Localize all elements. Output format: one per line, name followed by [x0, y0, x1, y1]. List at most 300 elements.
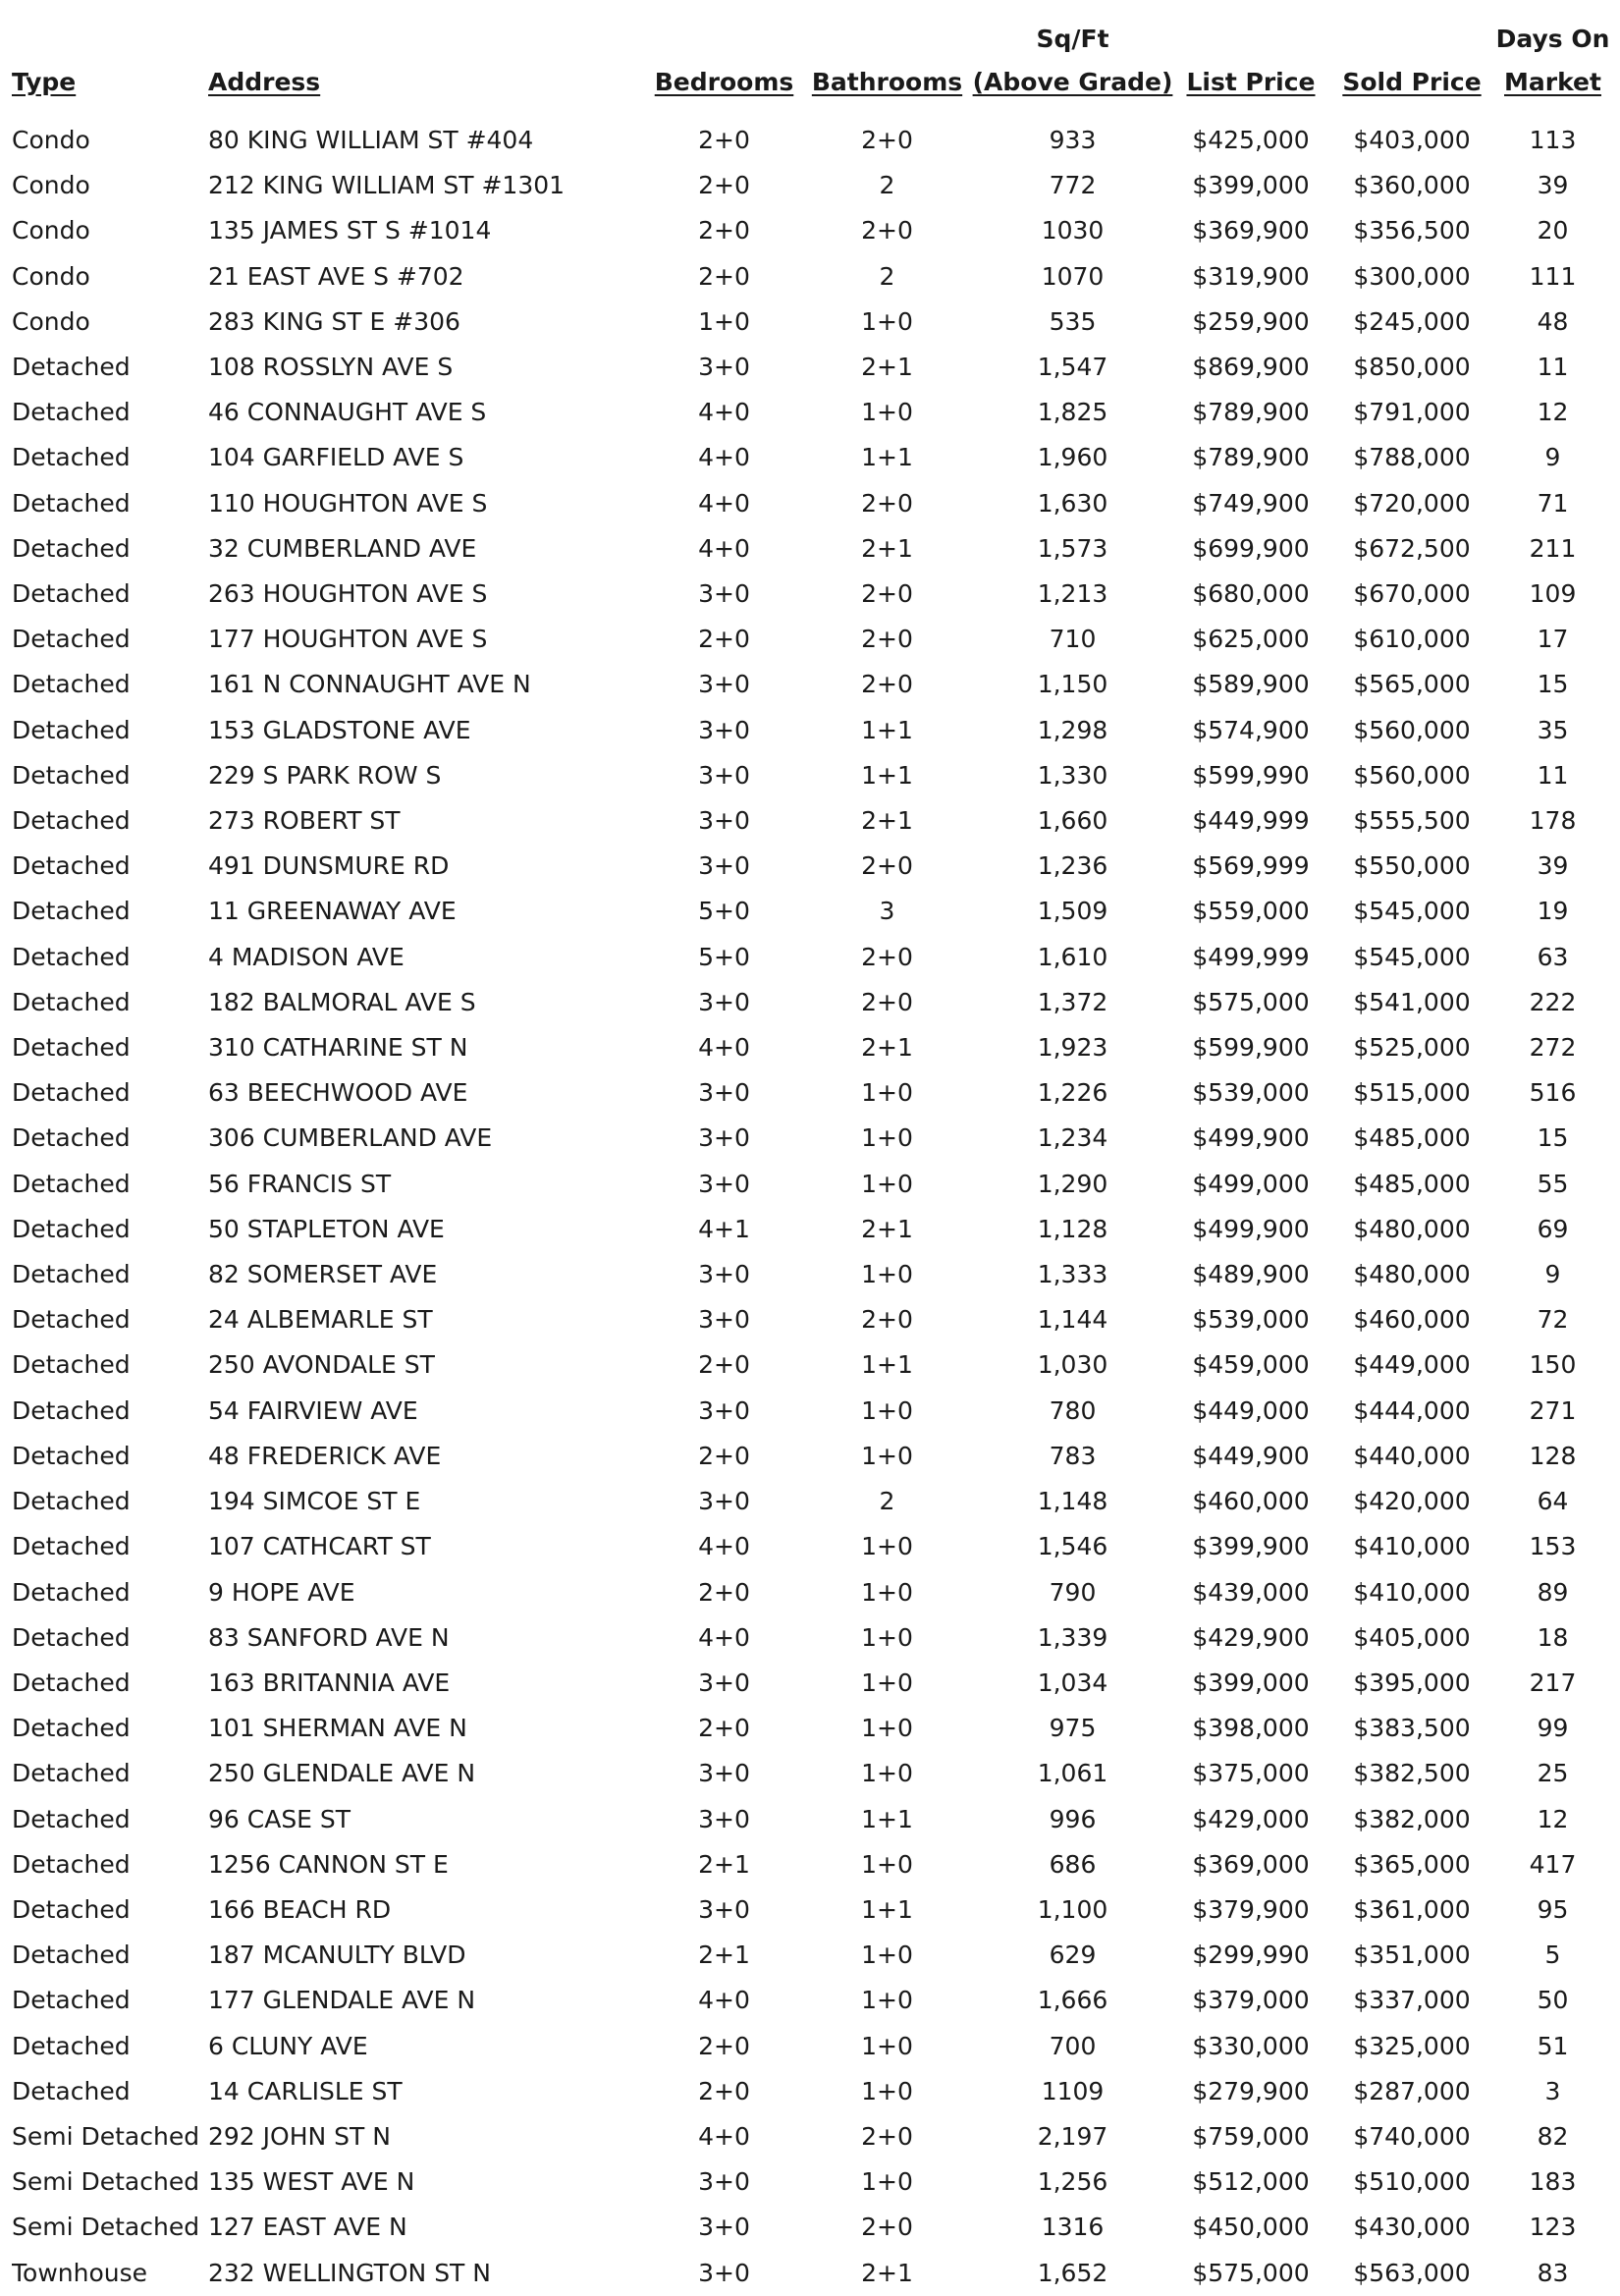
table-row	[12, 1162, 1610, 1207]
cell-bathrooms: 2+1	[861, 806, 913, 836]
cell-sqft: 1,546	[1037, 1532, 1108, 1561]
cell-address: 166 BEACH RD	[208, 1894, 392, 1924]
cell-days-on-market: 9	[1544, 1260, 1561, 1289]
cell-list-price: $319,900	[1192, 261, 1310, 291]
cell-type: Detached	[12, 1169, 131, 1198]
cell-type: Detached	[12, 1667, 131, 1697]
cell-sold-price: $440,000	[1353, 1441, 1471, 1470]
cell-list-price: $789,900	[1192, 398, 1310, 427]
cell-list-price: $399,000	[1192, 1667, 1310, 1697]
cell-bedrooms: 3+0	[698, 987, 750, 1016]
cell-list-price: $539,000	[1192, 1078, 1310, 1108]
cell-days-on-market: 15	[1537, 670, 1569, 699]
cell-bathrooms: 1+1	[861, 1804, 913, 1833]
cell-type: Detached	[12, 851, 131, 881]
cell-bedrooms: 4+0	[698, 1532, 750, 1561]
cell-days-on-market: 211	[1529, 533, 1577, 563]
cell-bathrooms: 1+0	[861, 1849, 913, 1879]
cell-address: 24 ALBEMARLE ST	[208, 1305, 433, 1335]
cell-bedrooms: 3+0	[698, 760, 750, 790]
cell-list-price: $489,900	[1192, 1260, 1310, 1289]
cell-type: Detached	[12, 1804, 131, 1833]
table-row	[12, 526, 1610, 572]
cell-sqft: 1,630	[1037, 488, 1108, 518]
cell-bathrooms: 1+0	[861, 1169, 913, 1198]
cell-sqft: 1,509	[1037, 897, 1108, 926]
cell-address: 56 FRANCIS ST	[208, 1169, 392, 1198]
cell-address: 177 HOUGHTON AVE S	[208, 625, 488, 654]
cell-days-on-market: 271	[1529, 1395, 1577, 1425]
cell-list-price: $559,000	[1192, 897, 1310, 926]
cell-list-price: $375,000	[1192, 1759, 1310, 1788]
cell-address: 283 KING ST E #306	[208, 306, 460, 336]
cell-sqft: 1,339	[1037, 1622, 1108, 1652]
cell-bedrooms: 2+0	[698, 216, 750, 246]
cell-sold-price: $740,000	[1353, 2121, 1471, 2151]
table-row	[12, 889, 1610, 934]
cell-sold-price: $287,000	[1353, 2076, 1471, 2105]
cell-bathrooms: 2	[879, 171, 895, 200]
cell-bedrooms: 4+0	[698, 443, 750, 472]
cell-sold-price: $325,000	[1353, 2031, 1471, 2060]
cell-address: 263 HOUGHTON AVE S	[208, 579, 488, 609]
cell-list-price: $869,900	[1192, 353, 1310, 382]
cell-days-on-market: 83	[1537, 2258, 1569, 2287]
cell-type: Detached	[12, 1759, 131, 1788]
cell-type: Condo	[12, 261, 90, 291]
cell-type: Detached	[12, 1532, 131, 1561]
cell-list-price: $499,000	[1192, 1169, 1310, 1198]
cell-type: Detached	[12, 625, 131, 654]
header-dom-line1: Days On	[1495, 25, 1610, 53]
cell-bedrooms: 2+0	[698, 2076, 750, 2105]
table-row	[12, 1297, 1610, 1342]
cell-sold-price: $545,000	[1353, 897, 1471, 926]
cell-bedrooms: 4+1	[698, 1214, 750, 1243]
cell-bathrooms: 1+0	[861, 2076, 913, 2105]
table-row	[12, 481, 1610, 526]
cell-sqft: 710	[1049, 625, 1097, 654]
table-row	[12, 1252, 1610, 1297]
cell-sqft: 1,128	[1037, 1214, 1108, 1243]
table-row	[12, 390, 1610, 435]
cell-list-price: $398,000	[1192, 1714, 1310, 1743]
table-row	[12, 1524, 1610, 1569]
cell-type: Semi Detached	[12, 2213, 200, 2242]
cell-address: 187 MCANULTY BLVD	[208, 1941, 466, 1970]
cell-days-on-market: 178	[1529, 806, 1577, 836]
table-row	[12, 435, 1610, 480]
cell-address: 80 KING WILLIAM ST #404	[208, 126, 534, 154]
cell-address: 82 SOMERSET AVE	[208, 1260, 438, 1289]
cell-list-price: $369,900	[1192, 216, 1310, 246]
cell-list-price: $279,900	[1192, 2076, 1310, 2105]
cell-address: 54 FAIRVIEW AVE	[208, 1395, 418, 1425]
cell-days-on-market: 50	[1537, 1986, 1569, 2015]
cell-address: 135 WEST AVE N	[208, 2167, 415, 2197]
table-row	[12, 980, 1610, 1025]
cell-sold-price: $383,500	[1353, 1714, 1471, 1743]
cell-days-on-market: 95	[1537, 1894, 1569, 1924]
cell-sqft: 1,652	[1037, 2258, 1108, 2287]
cell-days-on-market: 64	[1537, 1487, 1569, 1516]
cell-bathrooms: 1+0	[861, 1395, 913, 1425]
table-row	[12, 1342, 1610, 1388]
cell-list-price: $459,000	[1192, 1350, 1310, 1380]
cell-type: Detached	[12, 488, 131, 518]
cell-bedrooms: 2+1	[698, 1849, 750, 1879]
table-row	[12, 300, 1610, 345]
cell-days-on-market: 20	[1537, 216, 1569, 246]
cell-type: Detached	[12, 987, 131, 1016]
cell-bathrooms: 2+0	[861, 1305, 913, 1335]
cell-bathrooms: 1+0	[861, 1577, 913, 1607]
cell-bathrooms: 1+1	[861, 443, 913, 472]
cell-sqft: 1,256	[1037, 2167, 1108, 2197]
cell-bedrooms: 3+0	[698, 1667, 750, 1697]
cell-sqft: 1,226	[1037, 1078, 1108, 1108]
cell-bedrooms: 3+0	[698, 806, 750, 836]
cell-bedrooms: 2+0	[698, 126, 750, 154]
cell-days-on-market: 11	[1537, 353, 1569, 382]
cell-type: Detached	[12, 897, 131, 926]
cell-bedrooms: 4+0	[698, 2121, 750, 2151]
cell-bedrooms: 2+0	[698, 1714, 750, 1743]
cell-bathrooms: 1+0	[861, 1260, 913, 1289]
cell-bedrooms: 3+0	[698, 1759, 750, 1788]
cell-sqft: 535	[1049, 306, 1097, 336]
cell-address: 212 KING WILLIAM ST #1301	[208, 171, 566, 200]
cell-type: Detached	[12, 1078, 131, 1108]
cell-type: Detached	[12, 1033, 131, 1063]
cell-type: Detached	[12, 443, 131, 472]
cell-type: Detached	[12, 1849, 131, 1879]
cell-sold-price: $670,000	[1353, 579, 1471, 609]
cell-sold-price: $449,000	[1353, 1350, 1471, 1380]
cell-list-price: $589,900	[1192, 670, 1310, 699]
header-row	[12, 20, 1610, 118]
cell-sold-price: $361,000	[1353, 1894, 1471, 1924]
cell-type: Detached	[12, 715, 131, 744]
cell-list-price: $399,900	[1192, 1532, 1310, 1561]
cell-bedrooms: 4+0	[698, 1622, 750, 1652]
cell-sqft: 1,100	[1037, 1894, 1108, 1924]
cell-bedrooms: 2+0	[698, 261, 750, 291]
cell-sqft: 1,960	[1037, 443, 1108, 472]
table-row	[12, 1434, 1610, 1479]
cell-type: Detached	[12, 1441, 131, 1470]
cell-type: Detached	[12, 1941, 131, 1970]
cell-bathrooms: 1+0	[861, 306, 913, 336]
cell-sold-price: $515,000	[1353, 1078, 1471, 1108]
cell-list-price: $499,999	[1192, 942, 1310, 971]
header-sold-price: Sold Price	[1342, 68, 1482, 96]
cell-bedrooms: 3+0	[698, 851, 750, 881]
cell-bathrooms: 1+0	[861, 2167, 913, 2197]
cell-days-on-market: 48	[1537, 306, 1569, 336]
cell-sqft: 1,547	[1037, 353, 1108, 382]
cell-type: Detached	[12, 533, 131, 563]
cell-sqft: 1,150	[1037, 670, 1108, 699]
table-row	[12, 798, 1610, 844]
cell-days-on-market: 25	[1537, 1759, 1569, 1788]
cell-sold-price: $460,000	[1353, 1305, 1471, 1335]
cell-days-on-market: 12	[1537, 398, 1569, 427]
cell-bathrooms: 2+0	[861, 670, 913, 699]
cell-sold-price: $788,000	[1353, 443, 1471, 472]
cell-sqft: 1,061	[1037, 1759, 1108, 1788]
cell-list-price: $429,000	[1192, 1804, 1310, 1833]
cell-address: 63 BEECHWOOD AVE	[208, 1078, 468, 1108]
cell-bathrooms: 2+0	[861, 2213, 913, 2242]
cell-sold-price: $550,000	[1353, 851, 1471, 881]
cell-sold-price: $410,000	[1353, 1532, 1471, 1561]
cell-bathrooms: 2+0	[861, 942, 913, 971]
cell-days-on-market: 128	[1529, 1441, 1577, 1470]
cell-address: 153 GLADSTONE AVE	[208, 715, 471, 744]
cell-sold-price: $360,000	[1353, 171, 1471, 200]
header-list-price: List Price	[1186, 68, 1316, 96]
header-bathrooms: Bathrooms	[811, 68, 963, 96]
header-bedrooms: Bedrooms	[654, 68, 794, 96]
cell-list-price: $379,900	[1192, 1894, 1310, 1924]
cell-bedrooms: 4+0	[698, 1986, 750, 2015]
cell-bathrooms: 1+0	[861, 1123, 913, 1153]
table-row	[12, 844, 1610, 889]
cell-sqft: 1,144	[1037, 1305, 1108, 1335]
cell-bedrooms: 3+0	[698, 2258, 750, 2287]
cell-bedrooms: 2+0	[698, 1441, 750, 1470]
cell-type: Detached	[12, 760, 131, 790]
cell-address: 46 CONNAUGHT AVE S	[208, 398, 487, 427]
cell-address: 177 GLENDALE AVE N	[208, 1986, 476, 2015]
cell-days-on-market: 55	[1537, 1169, 1569, 1198]
cell-bedrooms: 4+0	[698, 533, 750, 563]
cell-list-price: $499,900	[1192, 1123, 1310, 1153]
cell-bathrooms: 2	[879, 1487, 895, 1516]
cell-sold-price: $395,000	[1353, 1667, 1471, 1697]
cell-address: 229 S PARK ROW S	[208, 760, 442, 790]
cell-type: Semi Detached	[12, 2121, 200, 2151]
table-row	[12, 1978, 1610, 2023]
table-row	[12, 1797, 1610, 1842]
cell-bedrooms: 2+1	[698, 1941, 750, 1970]
cell-sqft: 772	[1049, 171, 1097, 200]
cell-bathrooms: 1+0	[861, 1714, 913, 1743]
table-row	[12, 1570, 1610, 1615]
cell-type: Detached	[12, 1123, 131, 1153]
cell-sold-price: $672,500	[1353, 533, 1471, 563]
cell-address: 161 N CONNAUGHT AVE N	[208, 670, 531, 699]
cell-bedrooms: 3+0	[698, 1260, 750, 1289]
cell-bathrooms: 2+0	[861, 625, 913, 654]
cell-days-on-market: 153	[1529, 1532, 1577, 1561]
cell-sold-price: $541,000	[1353, 987, 1471, 1016]
cell-sqft: 780	[1049, 1395, 1097, 1425]
cell-bedrooms: 3+0	[698, 715, 750, 744]
cell-bathrooms: 1+0	[861, 2031, 913, 2060]
cell-address: 6 CLUNY AVE	[208, 2031, 368, 2060]
cell-sqft: 1030	[1041, 216, 1105, 246]
cell-sqft: 996	[1049, 1804, 1097, 1833]
cell-address: 306 CUMBERLAND AVE	[208, 1123, 493, 1153]
cell-sqft: 1,923	[1037, 1033, 1108, 1063]
cell-bedrooms: 3+0	[698, 579, 750, 609]
cell-bathrooms: 1+1	[861, 715, 913, 744]
cell-bathrooms: 2+1	[861, 1214, 913, 1243]
cell-bathrooms: 2+0	[861, 579, 913, 609]
cell-bathrooms: 1+0	[861, 1078, 913, 1108]
cell-bathrooms: 2+1	[861, 353, 913, 382]
cell-days-on-market: 183	[1529, 2167, 1577, 2197]
cell-sqft: 783	[1049, 1441, 1097, 1470]
cell-sqft: 1,333	[1037, 1260, 1108, 1289]
table-row	[12, 254, 1610, 300]
cell-bedrooms: 3+0	[698, 1305, 750, 1335]
table-body	[12, 118, 1610, 2296]
cell-list-price: $599,900	[1192, 1033, 1310, 1063]
table-row	[12, 1842, 1610, 1887]
cell-list-price: $569,999	[1192, 851, 1310, 881]
cell-type: Condo	[12, 306, 90, 336]
cell-address: 135 JAMES ST S #1014	[208, 216, 492, 246]
cell-list-price: $439,000	[1192, 1577, 1310, 1607]
cell-type: Condo	[12, 126, 90, 154]
cell-type: Detached	[12, 1395, 131, 1425]
cell-bathrooms: 1+0	[861, 1667, 913, 1697]
cell-sqft: 1,034	[1037, 1667, 1108, 1697]
cell-bedrooms: 3+0	[698, 670, 750, 699]
cell-type: Detached	[12, 353, 131, 382]
cell-list-price: $259,900	[1192, 306, 1310, 336]
cell-bathrooms: 2+1	[861, 2258, 913, 2287]
cell-sold-price: $480,000	[1353, 1260, 1471, 1289]
cell-address: 491 DUNSMURE RD	[208, 851, 450, 881]
cell-bathrooms: 1+0	[861, 1759, 913, 1788]
cell-days-on-market: 51	[1537, 2031, 1569, 2060]
cell-type: Detached	[12, 942, 131, 971]
cell-address: 273 ROBERT ST	[208, 806, 401, 836]
cell-sold-price: $403,000	[1353, 126, 1471, 154]
table-row	[12, 708, 1610, 753]
cell-sold-price: $525,000	[1353, 1033, 1471, 1063]
cell-type: Detached	[12, 1622, 131, 1652]
cell-list-price: $425,000	[1192, 126, 1310, 154]
cell-list-price: $789,900	[1192, 443, 1310, 472]
cell-sqft: 700	[1049, 2031, 1097, 2060]
cell-list-price: $299,990	[1192, 1941, 1310, 1970]
header-type: Type	[12, 68, 77, 96]
cell-address: 50 STAPLETON AVE	[208, 1214, 445, 1243]
cell-address: 48 FREDERICK AVE	[208, 1441, 442, 1470]
table-row	[12, 1070, 1610, 1116]
cell-days-on-market: 99	[1537, 1714, 1569, 1743]
cell-type: Townhouse	[12, 2258, 148, 2287]
table-row	[12, 1389, 1610, 1434]
cell-type: Condo	[12, 216, 90, 246]
cell-list-price: $512,000	[1192, 2167, 1310, 2197]
cell-sqft: 1,330	[1037, 760, 1108, 790]
cell-bathrooms: 1+1	[861, 1894, 913, 1924]
cell-days-on-market: 516	[1529, 1078, 1577, 1108]
cell-bathrooms: 1+0	[861, 1941, 913, 1970]
cell-sold-price: $560,000	[1353, 715, 1471, 744]
cell-bedrooms: 3+0	[698, 1395, 750, 1425]
table-row	[12, 2069, 1610, 2114]
table-row	[12, 163, 1610, 208]
cell-sqft: 1,148	[1037, 1487, 1108, 1516]
cell-bedrooms: 4+0	[698, 488, 750, 518]
cell-sold-price: $850,000	[1353, 353, 1471, 382]
cell-address: 250 AVONDALE ST	[208, 1350, 435, 1380]
cell-address: 14 CARLISLE ST	[208, 2076, 403, 2105]
cell-type: Detached	[12, 1260, 131, 1289]
cell-list-price: $330,000	[1192, 2031, 1310, 2060]
cell-bedrooms: 1+0	[698, 306, 750, 336]
cell-sqft: 1,298	[1037, 715, 1108, 744]
cell-list-price: $759,000	[1192, 2121, 1310, 2151]
cell-address: 310 CATHARINE ST N	[208, 1033, 468, 1063]
cell-list-price: $625,000	[1192, 625, 1310, 654]
cell-bedrooms: 3+0	[698, 1123, 750, 1153]
cell-type: Detached	[12, 579, 131, 609]
cell-bedrooms: 3+0	[698, 1487, 750, 1516]
cell-days-on-market: 272	[1529, 1033, 1577, 1063]
cell-bathrooms: 2+0	[861, 216, 913, 246]
cell-address: 21 EAST AVE S #702	[208, 261, 464, 291]
cell-list-price: $460,000	[1192, 1487, 1310, 1516]
cell-sold-price: $610,000	[1353, 625, 1471, 654]
cell-list-price: $680,000	[1192, 579, 1310, 609]
cell-bedrooms: 2+0	[698, 171, 750, 200]
cell-sqft: 1,290	[1037, 1169, 1108, 1198]
cell-sold-price: $485,000	[1353, 1123, 1471, 1153]
table-row	[12, 2251, 1610, 2296]
cell-sold-price: $480,000	[1353, 1214, 1471, 1243]
cell-sqft: 1,660	[1037, 806, 1108, 836]
cell-bedrooms: 3+0	[698, 2213, 750, 2242]
cell-list-price: $449,900	[1192, 1441, 1310, 1470]
cell-sold-price: $510,000	[1353, 2167, 1471, 2197]
cell-list-price: $699,900	[1192, 533, 1310, 563]
table-row	[12, 617, 1610, 662]
cell-sold-price: $545,000	[1353, 942, 1471, 971]
cell-days-on-market: 150	[1529, 1350, 1577, 1380]
cell-bedrooms: 2+0	[698, 1577, 750, 1607]
cell-bathrooms: 2+0	[861, 488, 913, 518]
table-row	[12, 345, 1610, 390]
cell-address: 163 BRITANNIA AVE	[208, 1667, 451, 1697]
cell-type: Detached	[12, 670, 131, 699]
table-row	[12, 662, 1610, 707]
table-row	[12, 572, 1610, 617]
cell-sqft: 686	[1049, 1849, 1097, 1879]
cell-days-on-market: 89	[1537, 1577, 1569, 1607]
cell-sold-price: $351,000	[1353, 1941, 1471, 1970]
table-row	[12, 1751, 1610, 1796]
cell-list-price: $399,000	[1192, 171, 1310, 200]
cell-bathrooms: 2+1	[861, 1033, 913, 1063]
cell-sold-price: $720,000	[1353, 488, 1471, 518]
cell-days-on-market: 111	[1529, 261, 1577, 291]
table-row	[12, 1887, 1610, 1933]
cell-sold-price: $337,000	[1353, 1986, 1471, 2015]
cell-sqft: 975	[1049, 1714, 1097, 1743]
cell-bedrooms: 5+0	[698, 897, 750, 926]
table-row	[12, 1933, 1610, 1978]
cell-type: Detached	[12, 1894, 131, 1924]
cell-bathrooms: 1+0	[861, 398, 913, 427]
